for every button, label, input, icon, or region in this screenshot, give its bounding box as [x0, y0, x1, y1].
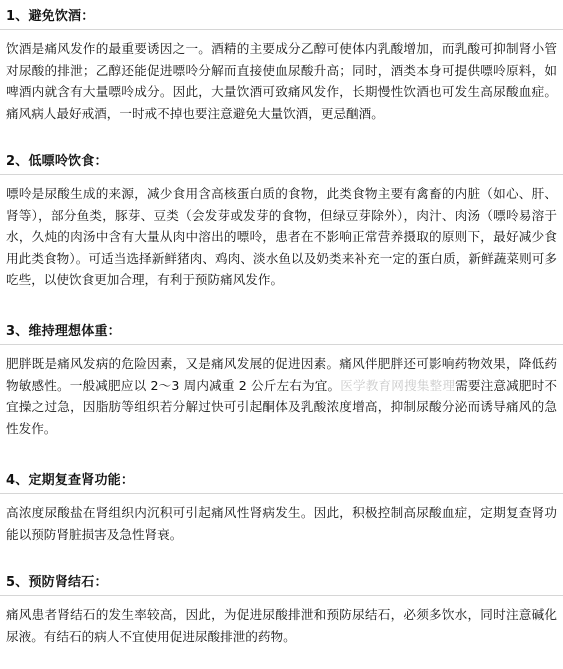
section-prevent-kidney-stones [0, 566, 563, 647]
section-body-part: 肥胖既是痛风发病的危险因素，又是痛风发展的促进因素。痛风伴肥胖还可影响药物效果，降低药物敏感性。一般减肥应以 2～3 周内减重 2 公斤左右为宜。 [6, 356, 557, 393]
section-header [0, 315, 563, 345]
watermark-text: 医学教育网搜集整理 [340, 377, 456, 393]
section-header [0, 0, 563, 30]
section-header [0, 145, 563, 175]
section-body: 饮酒是痛风发作的最重要诱因之一。酒精的主要成分乙醇可使体内乳酸增加，而乳酸可抑制肾小管对尿酸的排泄；乙醇还能促进嘌呤分解而直接使血尿酸升高；同时，酒类本身可提供嘌呤原料，如啤酒内就含有大量嘌呤成分。因此，大量饮酒可致痛风发作，长期慢性饮酒也可发生高尿酸血症。痛风病人最好戒酒，一时戒不掉也要注意避免大量饮酒，更忌酗酒。 [6, 41, 557, 121]
section-title: 4、定期复查肾功能： [6, 473, 135, 488]
section-body [0, 345, 563, 439]
section-kidney-check [0, 464, 563, 545]
section-ideal-weight [0, 315, 563, 439]
section-title: 1、避免饮酒： [6, 9, 95, 24]
section-title: 5、预防肾结石： [6, 575, 108, 590]
section-avoid-alcohol [0, 0, 563, 124]
section-body: 嘌呤是尿酸生成的来源，减少食用含高核蛋白质的食物，此类食物主要有禽畜的内脏（如心、肝、肾等），部分鱼类，豚芽、豆类（会发芽或发芽的食物，但绿豆芽除外），肉汁、肉汤（嘌呤易溶于水，久炖的肉汤中含有大量从肉中溶出的嘌呤，患者在不影响正常营养摄取的原则下，最好减少食用此类食物）。可适当选择新鲜猪肉、鸡肉、淡水鱼以及奶类来补充一定的蛋白质，新鲜蔬菜则可多吃些，以使饮食更加合理，有利于预防痛风发作。 [6, 186, 557, 287]
section-low-purine-diet [0, 145, 563, 291]
section-body: 高浓度尿酸盐在肾组织内沉积可引起痛风性肾病发生。因此，积极控制高尿酸血症，定期复查肾功能以预防肾脏损害及急性肾衰。 [6, 505, 557, 542]
section-title: 2、低嘌呤饮食： [6, 154, 108, 169]
section-title: 3、维持理想体重： [6, 324, 121, 339]
section-body-part: 需要注意减肥时不宜操之过急，因脂肪等组织若分解过快可引起酮体及乳酸浓度增高，抑制尿酸分泌而诱导痛风的急性发作。 [6, 377, 558, 436]
section-body: 痛风患者肾结石的发生率较高，因此，为促进尿酸排泄和预防尿结石，必须多饮水，同时注意碱化尿液。有结石的病人不宜使用促进尿酸排泄的药物。 [6, 607, 557, 644]
section-header [0, 566, 563, 596]
section-header [0, 464, 563, 494]
